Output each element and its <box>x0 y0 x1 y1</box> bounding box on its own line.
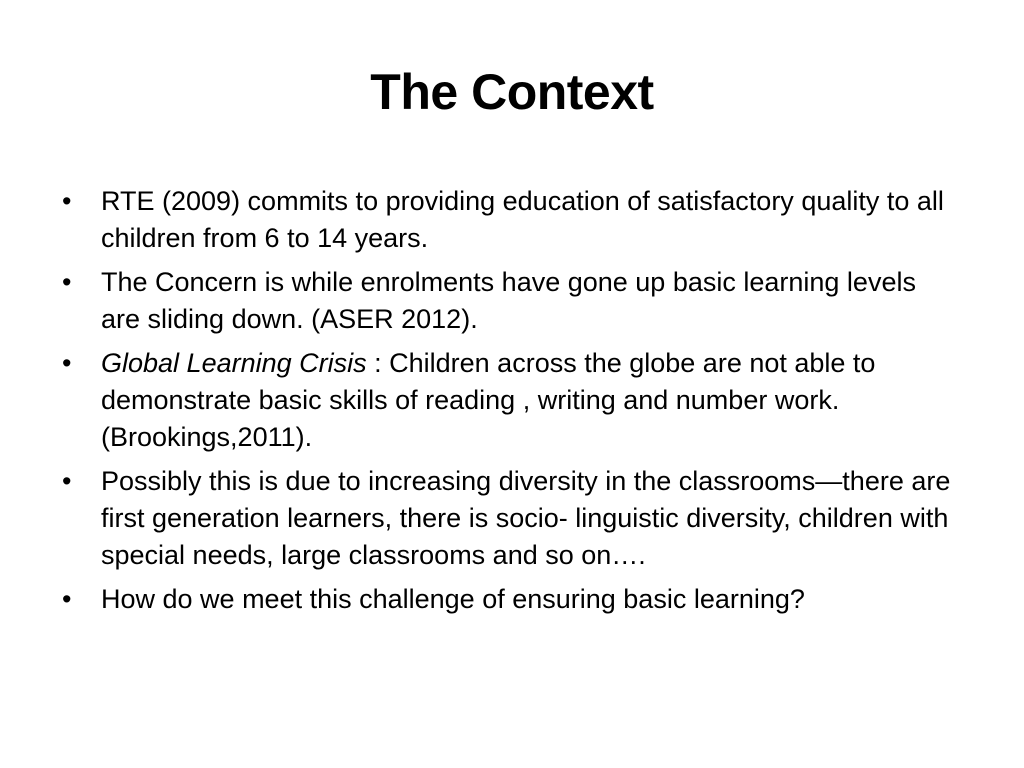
slide-title: The Context <box>370 64 654 120</box>
bullet-item <box>62 345 962 456</box>
bullet-emphasis: Global Learning Crisis <box>101 348 367 378</box>
bullet-text: Possibly this is due to increasing diversity in the classrooms—there are first generation learners, there is socio- linguistic diversity, children with special needs, large classrooms and so on…. <box>101 466 951 570</box>
bullet-item <box>62 463 962 574</box>
bullet-text: RTE (2009) commits to providing education of satisfactory quality to all children from 6 to 14 years. <box>101 186 944 253</box>
bullet-item <box>62 581 962 618</box>
bullet-dot-icon: • <box>62 348 72 378</box>
bullet-dot-icon: • <box>62 267 72 297</box>
bullet-text: : Children across the globe are not able to demonstrate basic skills of reading , writing and number work. (Brookings,2011). <box>101 348 876 452</box>
bullet-list <box>62 183 962 625</box>
bullet-dot-icon: • <box>62 584 72 614</box>
bullet-item <box>62 183 962 257</box>
bullet-text: The Concern is while enrolments have gone up basic learning levels are sliding down. (ASER 2012). <box>101 267 916 334</box>
bullet-dot-icon: • <box>62 466 72 496</box>
bullet-item <box>62 264 962 338</box>
bullet-text: How do we meet this challenge of ensuring basic learning? <box>101 584 805 614</box>
bullet-dot-icon: • <box>62 186 72 216</box>
